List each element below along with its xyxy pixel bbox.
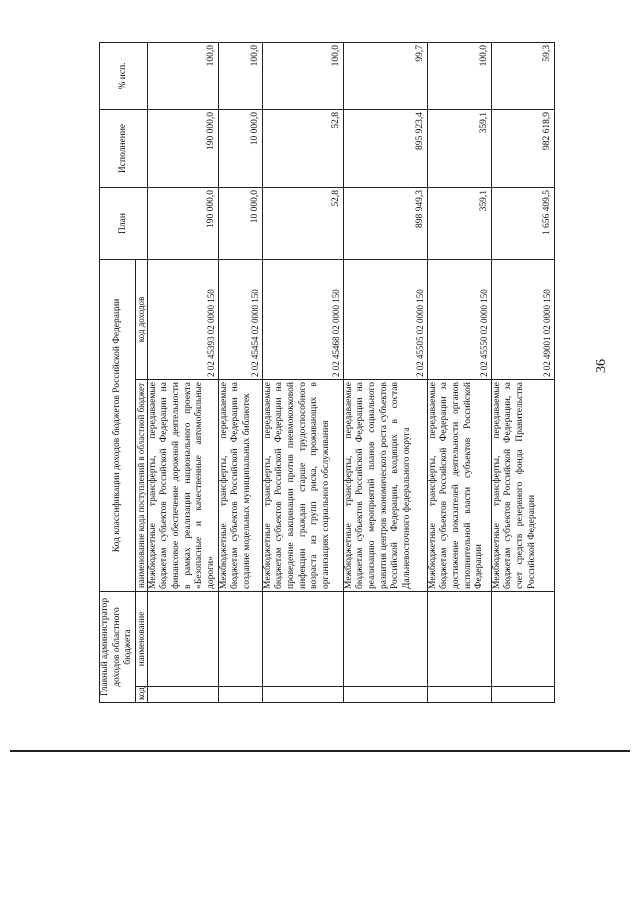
admin-name-cell bbox=[343, 592, 427, 687]
plan-cell: 52,8 bbox=[262, 187, 343, 259]
plan-cell: 190 000,0 bbox=[147, 187, 218, 259]
execution-cell: 359,1 bbox=[427, 109, 491, 187]
admin-name-cell bbox=[147, 592, 218, 687]
admin-name-cell bbox=[262, 592, 343, 687]
income-name-cell: Межбюджетные трансферты, передаваемые бюджетам субъектов Российской Федерации на проведение вакцинации против пневмококковой инфекции граждан старше трудоспособного возраста из групп риска, проживающих в организациях социального обслуживания bbox=[262, 380, 343, 592]
plan-cell: 898 949,3 bbox=[343, 187, 427, 259]
table-row bbox=[262, 42, 343, 702]
income-code-cell: 2 02 45454 02 0000 150 bbox=[218, 259, 262, 379]
percent-cell: 59,3 bbox=[491, 42, 554, 109]
income-name-header: наименование кода поступлений в областной бюджет bbox=[135, 380, 147, 592]
revenue-table bbox=[99, 42, 555, 703]
percent-cell: 100,0 bbox=[262, 42, 343, 109]
execution-cell: 10 000,0 bbox=[218, 109, 262, 187]
admin-name-cell bbox=[491, 592, 554, 687]
income-code-cell: 2 02 45505 02 0000 150 bbox=[343, 259, 427, 379]
execution-cell: 52,8 bbox=[262, 109, 343, 187]
income-code-cell: 2 02 45550 02 0000 150 bbox=[427, 259, 491, 379]
execution-cell: 982 618,9 bbox=[491, 109, 554, 187]
execution-cell: 190 000,0 bbox=[147, 109, 218, 187]
plan-cell: 10 000,0 bbox=[218, 187, 262, 259]
admin-group-header: Главный администратор доходов областного бюджета bbox=[100, 592, 136, 703]
plan-header: План bbox=[100, 187, 148, 259]
table-row bbox=[218, 42, 262, 702]
admin-code-header: код bbox=[135, 687, 147, 703]
table-row bbox=[147, 42, 218, 702]
income-name-cell: Межбюджетные трансферты, передаваемые бюджетам субъектов Российской Федерации на финансовое обеспечение дорожной деятельности в рамках реализации национального проекта «Безопасные и качественные автомобильные дороги» bbox=[147, 380, 218, 592]
admin-name-cell bbox=[427, 592, 491, 687]
execution-header: Исполнение bbox=[100, 109, 148, 187]
admin-name-header: наименование bbox=[135, 592, 147, 687]
plan-cell: 359,1 bbox=[427, 187, 491, 259]
percent-cell: 99,7 bbox=[343, 42, 427, 109]
percent-cell: 100,0 bbox=[147, 42, 218, 109]
classification-group-header: Код классификации доходов бюджетов Российской Федерации bbox=[100, 259, 136, 591]
income-name-cell: Межбюджетные трансферты, передаваемые бюджетам субъектов Российской Федерации на реализацию мероприятий планов социального развития центров экономического роста субъектов Российской Федерации, входящих в состав Дальневосточного федерального округа bbox=[343, 380, 427, 592]
admin-code-cell bbox=[343, 687, 427, 703]
revenue-table-wrapper bbox=[99, 43, 553, 703]
percent-cell: 100,0 bbox=[427, 42, 491, 109]
income-code-cell: 2 02 45393 02 0000 150 bbox=[147, 259, 218, 379]
income-name-cell: Межбюджетные трансферты, передаваемые бюджетам субъектов Российской Федерации за достижение показателей деятельности органов исполнительной власти субъектов Российской Федерации bbox=[427, 380, 491, 592]
plan-cell: 1 656 409,5 bbox=[491, 187, 554, 259]
horizontal-rule bbox=[10, 750, 630, 752]
income-name-cell: Межбюджетные трансферты, передаваемые бюджетам субъектов Российской Федерации, за счет средств резервного фонда Правительства Российской Федерации bbox=[491, 380, 554, 592]
table-row bbox=[491, 42, 554, 702]
income-name-cell: Межбюджетные трансферты, передаваемые бюджетам субъектов Российской Федерации на создание модельных муниципальных библиотек bbox=[218, 380, 262, 592]
table-row bbox=[427, 42, 491, 702]
percent-cell: 100,0 bbox=[218, 42, 262, 109]
admin-name-cell bbox=[218, 592, 262, 687]
income-code-header: код доходов bbox=[135, 259, 147, 379]
income-code-cell: 2 02 45468 02 0000 150 bbox=[262, 259, 343, 379]
table-row bbox=[343, 42, 427, 702]
execution-cell: 895 923,4 bbox=[343, 109, 427, 187]
admin-code-cell bbox=[218, 687, 262, 703]
admin-code-cell bbox=[147, 687, 218, 703]
percent-header: % исп. bbox=[100, 42, 148, 109]
revenue-table-rotated bbox=[99, 43, 553, 703]
page-number: 36 bbox=[594, 359, 609, 373]
admin-code-cell bbox=[262, 687, 343, 703]
admin-code-cell bbox=[427, 687, 491, 703]
admin-code-cell bbox=[491, 687, 554, 703]
income-code-cell: 2 02 49001 02 0000 150 bbox=[491, 259, 554, 379]
